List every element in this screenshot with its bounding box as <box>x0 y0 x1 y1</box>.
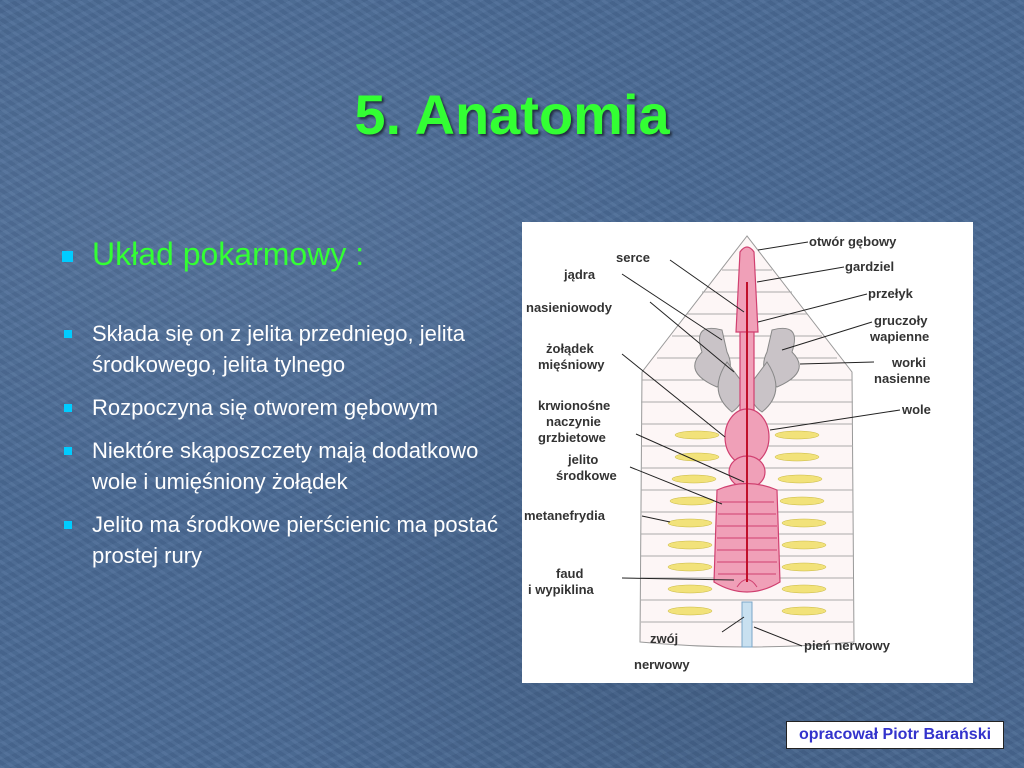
label-nerve-ganglion-2: nerwowy <box>634 657 690 672</box>
sub-bullet-text: Rozpoczyna się otworem gębowym <box>92 395 439 420</box>
sub-bullet-list <box>62 318 502 583</box>
label-mouth: otwór gębowy <box>809 234 897 249</box>
label-testes: jądra <box>564 267 596 282</box>
label-crop: wole <box>902 402 931 417</box>
sub-bullet <box>62 435 502 497</box>
square-bullet-icon <box>64 404 72 412</box>
earthworm-digestive-diagram <box>522 222 973 683</box>
label-nerve-ganglion-1: zwój <box>650 631 679 646</box>
square-bullet-icon <box>62 251 73 262</box>
label-sperm-ducts: nasieniowody <box>526 300 612 315</box>
label-gizzard-2: mięśniowy <box>538 357 605 372</box>
label-typhlosole-2: i wypiklina <box>528 582 594 597</box>
label-dorsal-vessel-2: naczynie <box>546 414 601 429</box>
author-credit: opracował Piotr Barański <box>786 721 1004 749</box>
label-seminal-vesicles-1: worki <box>892 355 926 370</box>
label-seminal-vesicles-2: nasienne <box>874 371 931 386</box>
anatomy-figure <box>522 222 973 683</box>
label-nerve-cord: pień nerwowy <box>804 638 890 653</box>
label-dorsal-vessel-3: grzbietowe <box>538 430 606 445</box>
label-heart: serce <box>616 250 650 265</box>
label-gizzard-1: żołądek <box>546 341 594 356</box>
sub-bullet-text: Jelito ma środkowe pierścienic ma postać prostej rury <box>92 512 498 568</box>
main-bullet <box>62 236 364 273</box>
sub-bullet <box>62 509 502 571</box>
label-midgut-2: środkowe <box>556 468 617 483</box>
sub-bullet-text: Niektóre skąposzczety mają dodatkowo wole i umięśniony żołądek <box>92 438 479 494</box>
label-pharynx: gardziel <box>845 259 895 274</box>
square-bullet-icon <box>64 330 72 338</box>
label-calciferous-glands-2: wapienne <box>870 329 930 344</box>
nerve-cord <box>742 602 752 647</box>
square-bullet-icon <box>64 521 72 529</box>
main-bullet-text: Układ pokarmowy : <box>92 236 365 272</box>
sub-bullet <box>62 318 502 380</box>
sub-bullet <box>62 392 502 423</box>
label-metanephridia: metanefrydia <box>524 508 605 523</box>
slide-title: 5. Anatomia <box>354 83 670 146</box>
label-midgut-1: jelito <box>568 452 599 467</box>
label-typhlosole-1: faud <box>556 566 584 581</box>
label-esophagus: przełyk <box>868 286 913 301</box>
label-calciferous-glands-1: gruczoły <box>874 313 928 328</box>
sub-bullet-text: Składa się on z jelita przedniego, jelita środkowego, jelita tylnego <box>92 321 466 377</box>
square-bullet-icon <box>64 447 72 455</box>
label-dorsal-vessel-1: krwionośne <box>538 398 611 413</box>
